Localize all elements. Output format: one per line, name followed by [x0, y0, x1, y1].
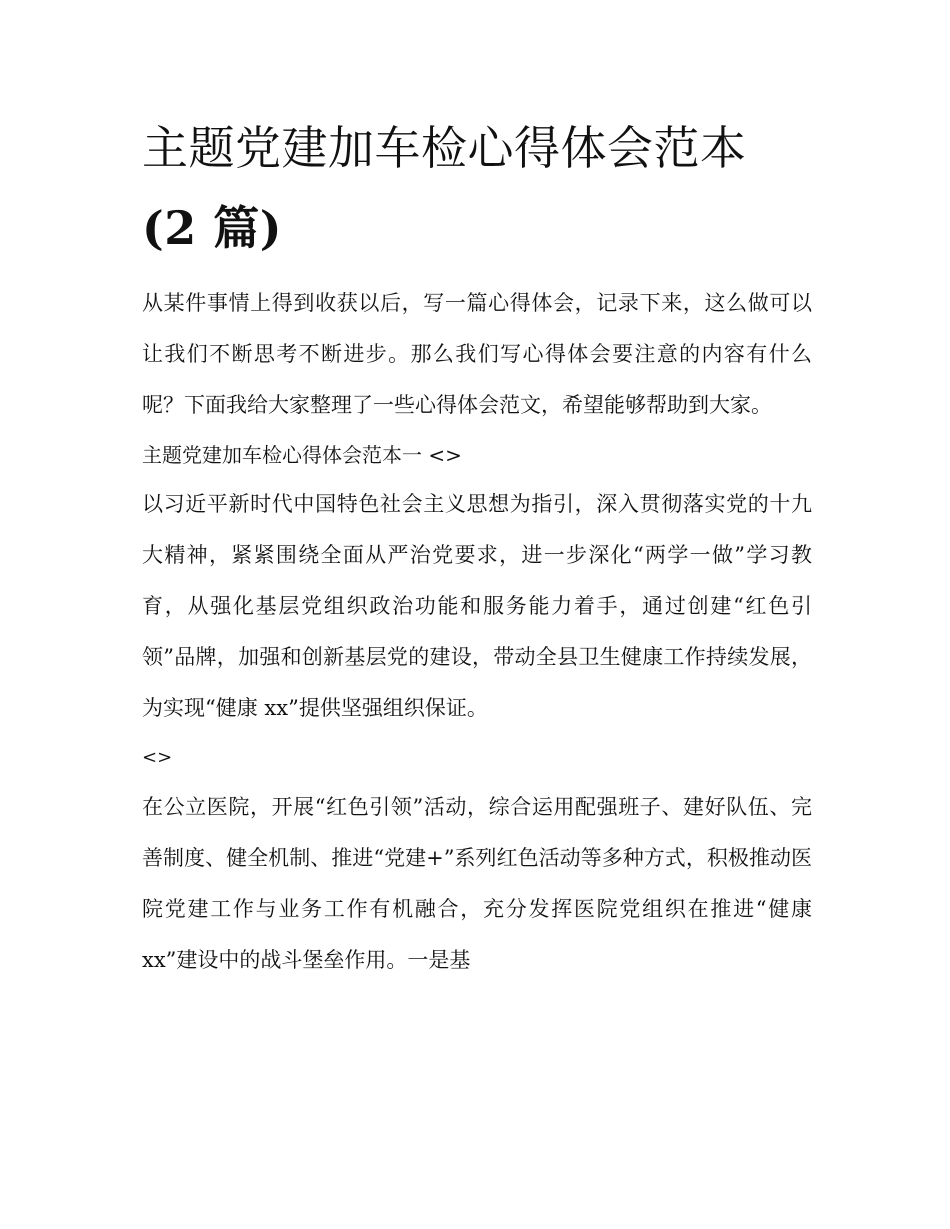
intro-paragraph: 从某件事情上得到收获以后，写一篇心得体会，记录下来，这么做可以让我们不断思考不断进步。那么我们写心得体会要注意的内容有什么呢？下面我给大家整理了一些心得体会范文，希望能够帮助到大家。: [142, 291, 812, 417]
title-line-1: 主题党建加车检心得体会范本: [142, 121, 747, 175]
document-title: [142, 108, 812, 268]
document-body: [142, 108, 812, 986]
body-paragraph-1: 以习近平新时代中国特色社会主义思想为指引，深入贯彻落实党的十九大精神，紧紧围绕全面从严治党要求，进一步深化“两学一做”学习教育，从强化基层党组织政治功能和服务能力着手，通过创建“红色引领”品牌，加强和创新基层党的建设，带动全县卫生健康工作持续发展，为实现“健康 xx”提供坚强组织保证。: [142, 492, 812, 720]
title-line-2: (2 篇): [142, 201, 283, 255]
section-heading: 主题党建加车检心得体会范本一 <>: [142, 443, 462, 467]
section-marker: <>: [142, 747, 173, 768]
body-paragraph-2: 在公立医院，开展“红色引领”活动，综合运用配强班子、建好队伍、完善制度、健全机制、推进“党建+”系列红色活动等多种方式，积极推动医院党建工作与业务工作有机融合，充分发挥医院党组织在推进“健康 xx”建设中的战斗堡垒作用。一是基: [142, 795, 812, 972]
